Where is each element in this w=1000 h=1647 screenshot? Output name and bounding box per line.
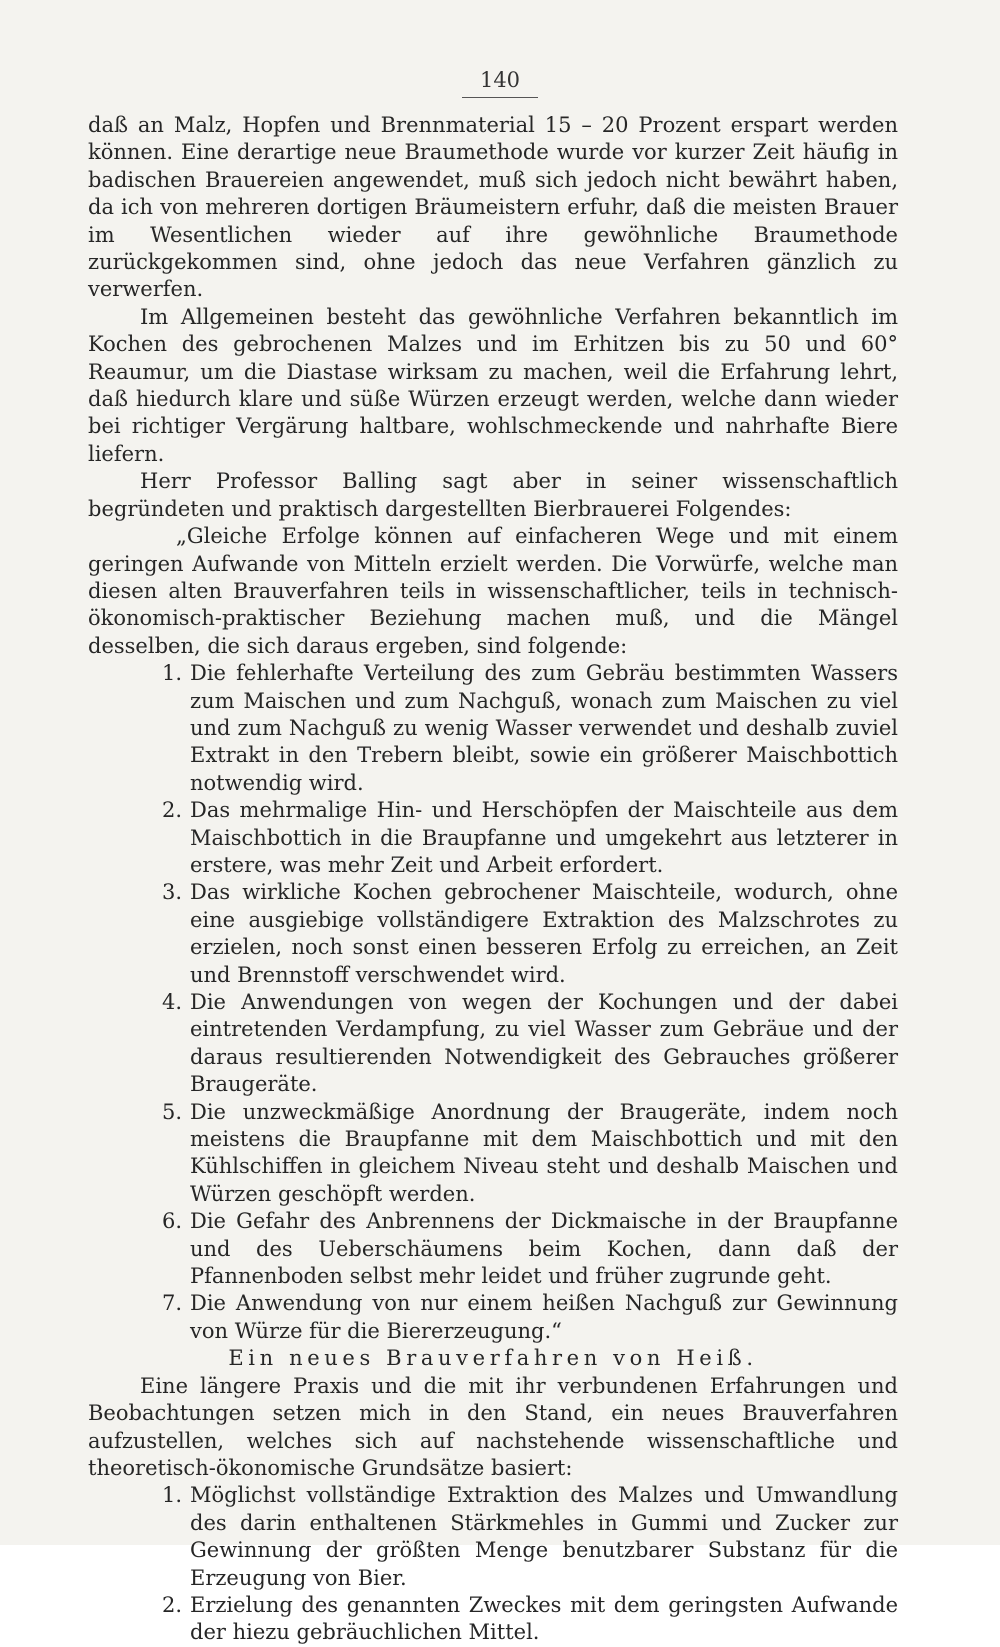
defect-item-3 — [88, 879, 898, 989]
list-text: Die fehlerhafte Verteilung des zum Gebräu bestimmten Wassers zum Maischen und zum Nachguß, wonach zum Maischen zu viel und zum Nachguß zu wenig Wasser verwendet und deshalb zuviel Extrakt in den Trebern bleibt, sowie ein größerer Maischbottich notwendig wird. — [190, 661, 898, 795]
list-text: Die Anwendung von nur einem heißen Nachguß zur Gewinnung von Würze für die Biererzeugung.“ — [190, 1291, 898, 1343]
list-text: Das wirkliche Kochen gebrochener Maischteile, wodurch, ohne eine ausgiebige vollständigere Extraktion des Malzschrotes zu erzielen, noch sonst einen besseren Erfolg zu erreichen, an Zeit und Brennstoff verschwendet wird. — [190, 880, 898, 987]
list-number: 2. — [161, 1592, 182, 1617]
principle-item-2 — [88, 1592, 898, 1647]
defect-item-5 — [88, 1099, 898, 1209]
defect-item-6 — [88, 1208, 898, 1290]
list-number: 1. — [161, 1483, 182, 1508]
list-text: Die Anwendungen von wegen der Kochungen und der dabei eintretenden Verdampfung, zu viel Wasser zum Gebräue und der daraus resultierenden Notwendigkeit des Gebrauches größerer Braugeräte. — [190, 990, 898, 1097]
list-number: 7. — [161, 1291, 182, 1316]
paragraph-3: Herr Professor Balling sagt aber in seiner wissenschaftlich begründeten und praktisch dargestellten Bierbrauerei Folgendes: — [88, 469, 898, 521]
section-heading: Ein neues Brauverfahren von Heiß. — [228, 1346, 758, 1371]
quote-intro: „Gleiche Erfolge können auf einfacheren Wege und mit einem geringen Aufwande von Mitteln erzielt werden. Die Vorwürfe, welche man diesen alten Brauverfahren teils in wissenschaftlicher, teils in technisch-ökonomisch-praktischer Beziehung machen muß, und die Mängel desselben, die sich daraus ergeben, sind folgende: — [88, 524, 898, 658]
defect-item-2 — [88, 797, 898, 879]
section-intro: Eine längere Praxis und die mit ihr verbundenen Erfahrungen und Beobachtungen setzen mich in den Stand, ein neues Brauverfahren aufzustellen, welches sich auf nachstehende wissenschaftliche und theoretisch-ökonomische Grundsätze basiert: — [88, 1373, 898, 1480]
page-number — [0, 68, 1000, 98]
list-text: Das mehrmalige Hin- und Herschöpfen der Maischteile aus dem Maischbottich in die Braupfanne und umgekehrt aus letzterer in erstere, was mehr Zeit und Arbeit erfordert. — [190, 798, 898, 877]
paragraph-1: daß an Malz, Hopfen und Brennmaterial 15 – 20 Prozent erspart werden können. Eine derartige neue Braumethode wurde vor kurzer Zeit häufig in badischen Brauereien angewendet, muß sich jedoch nicht bewährt haben, da ich von mehreren dortigen Bräumeistern erfuhr, daß die meisten Brauer im Wesentlichen wieder auf ihre gewöhnliche Braumethode zurückgekommen sind, ohne jedoch das neue Verfahren gänzlich zu verwerfen. — [88, 113, 898, 302]
page-number-text: 140 — [462, 68, 538, 98]
body-text — [88, 112, 898, 1647]
defect-item-7 — [88, 1290, 898, 1345]
list-number: 6. — [161, 1209, 182, 1234]
list-text: Die unzweckmäßige Anordnung der Braugeräte, indem noch meistens die Braupfanne mit dem Maischbottich und mit den Kühlschiffen in gleichem Niveau steht und deshalb Maischen und Würzen geschöpft werden. — [190, 1099, 898, 1206]
list-text: Möglichst vollständige Extraktion des Malzes und Umwandlung des darin enthaltenen Stärkmehles in Gummi und Zucker zur Gewinnung der größten Menge benutzbarer Substanz für die Erzeugung von Bier. — [190, 1483, 898, 1590]
defect-item-4 — [88, 989, 898, 1099]
list-number: 3. — [161, 880, 182, 905]
principle-item-1 — [88, 1482, 898, 1592]
list-number: 2. — [161, 798, 182, 823]
defect-item-1 — [88, 660, 898, 797]
paragraph-2: Im Allgemeinen besteht das gewöhnliche Verfahren bekanntlich im Kochen des gebrochenen Malzes und im Erhitzen bis zu 50 und 60° Reaumur, um die Diastase wirksam zu machen, weil die Erfahrung lehrt, daß hiedurch klare und süße Würzen erzeugt werden, welche dann wieder bei richtiger Vergärung haltbare, wohlschmeckende und nahrhafte Biere liefern. — [88, 304, 898, 466]
list-text: Die Gefahr des Anbrennens der Dickmaische in der Braupfanne und des Ueberschäumens beim Kochen, dann daß der Pfannenboden selbst mehr leidet und früher zugrunde geht. — [190, 1209, 898, 1289]
list-number: 4. — [161, 990, 182, 1014]
list-number: 1. — [161, 661, 182, 686]
list-text: Erzielung des genannten Zweckes mit dem geringsten Aufwande der hiezu gebräuchlichen Mittel. — [190, 1592, 898, 1645]
list-number: 5. — [161, 1099, 182, 1124]
